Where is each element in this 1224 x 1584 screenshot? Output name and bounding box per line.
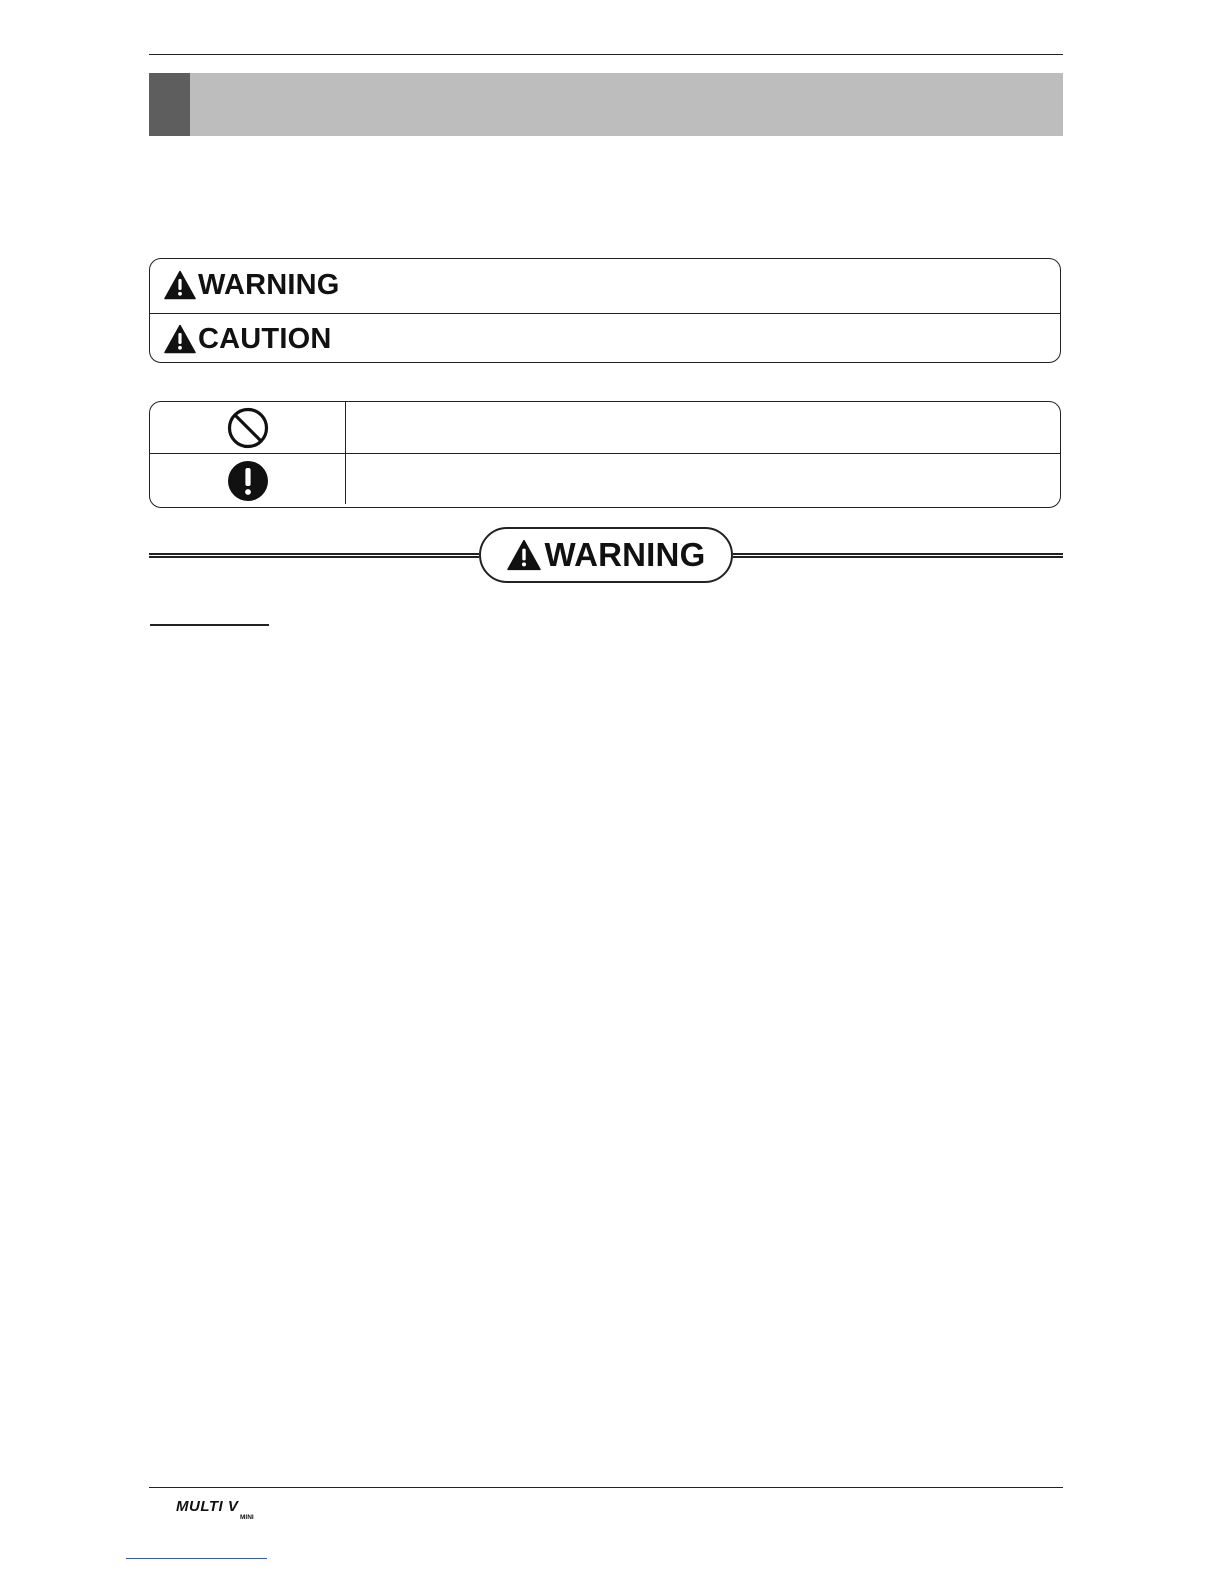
symbol-box: [149, 401, 1061, 508]
symbol-column-divider: [345, 402, 346, 504]
warning-triangle-icon: [164, 270, 196, 300]
top-rule: [149, 54, 1063, 55]
footer-rule: [149, 1487, 1063, 1488]
signal-word-box: [149, 258, 1061, 363]
signal-row-caution: [150, 313, 1060, 365]
warning-banner-label: WARNING: [544, 536, 706, 573]
section-header-tab: [149, 73, 190, 136]
section-header-band: [149, 73, 1063, 136]
mandatory-action-icon: [227, 460, 269, 502]
footer-link-underline[interactable]: [126, 1558, 267, 1559]
symbol-cell-prohibition: [150, 402, 345, 454]
prohibition-icon: [227, 407, 269, 449]
banner-rule-left: [149, 553, 479, 558]
svg-text:MINI: MINI: [240, 1514, 254, 1520]
banner-rule-right: [733, 553, 1063, 558]
warning-banner: [479, 527, 733, 583]
signal-row-warning: [150, 259, 1060, 311]
symbol-row-divider: [150, 453, 1060, 454]
svg-text:MULTI V: MULTI V: [176, 1498, 239, 1515]
signal-label-warning: WARNING: [198, 268, 340, 301]
warning-triangle-icon: [507, 539, 541, 571]
signal-label-caution: CAUTION: [198, 322, 332, 355]
subheading-underline: [150, 624, 269, 626]
symbol-cell-mandatory: [150, 455, 345, 507]
multi-v-mini-logo: [176, 1494, 272, 1520]
caution-triangle-icon: [164, 324, 196, 354]
